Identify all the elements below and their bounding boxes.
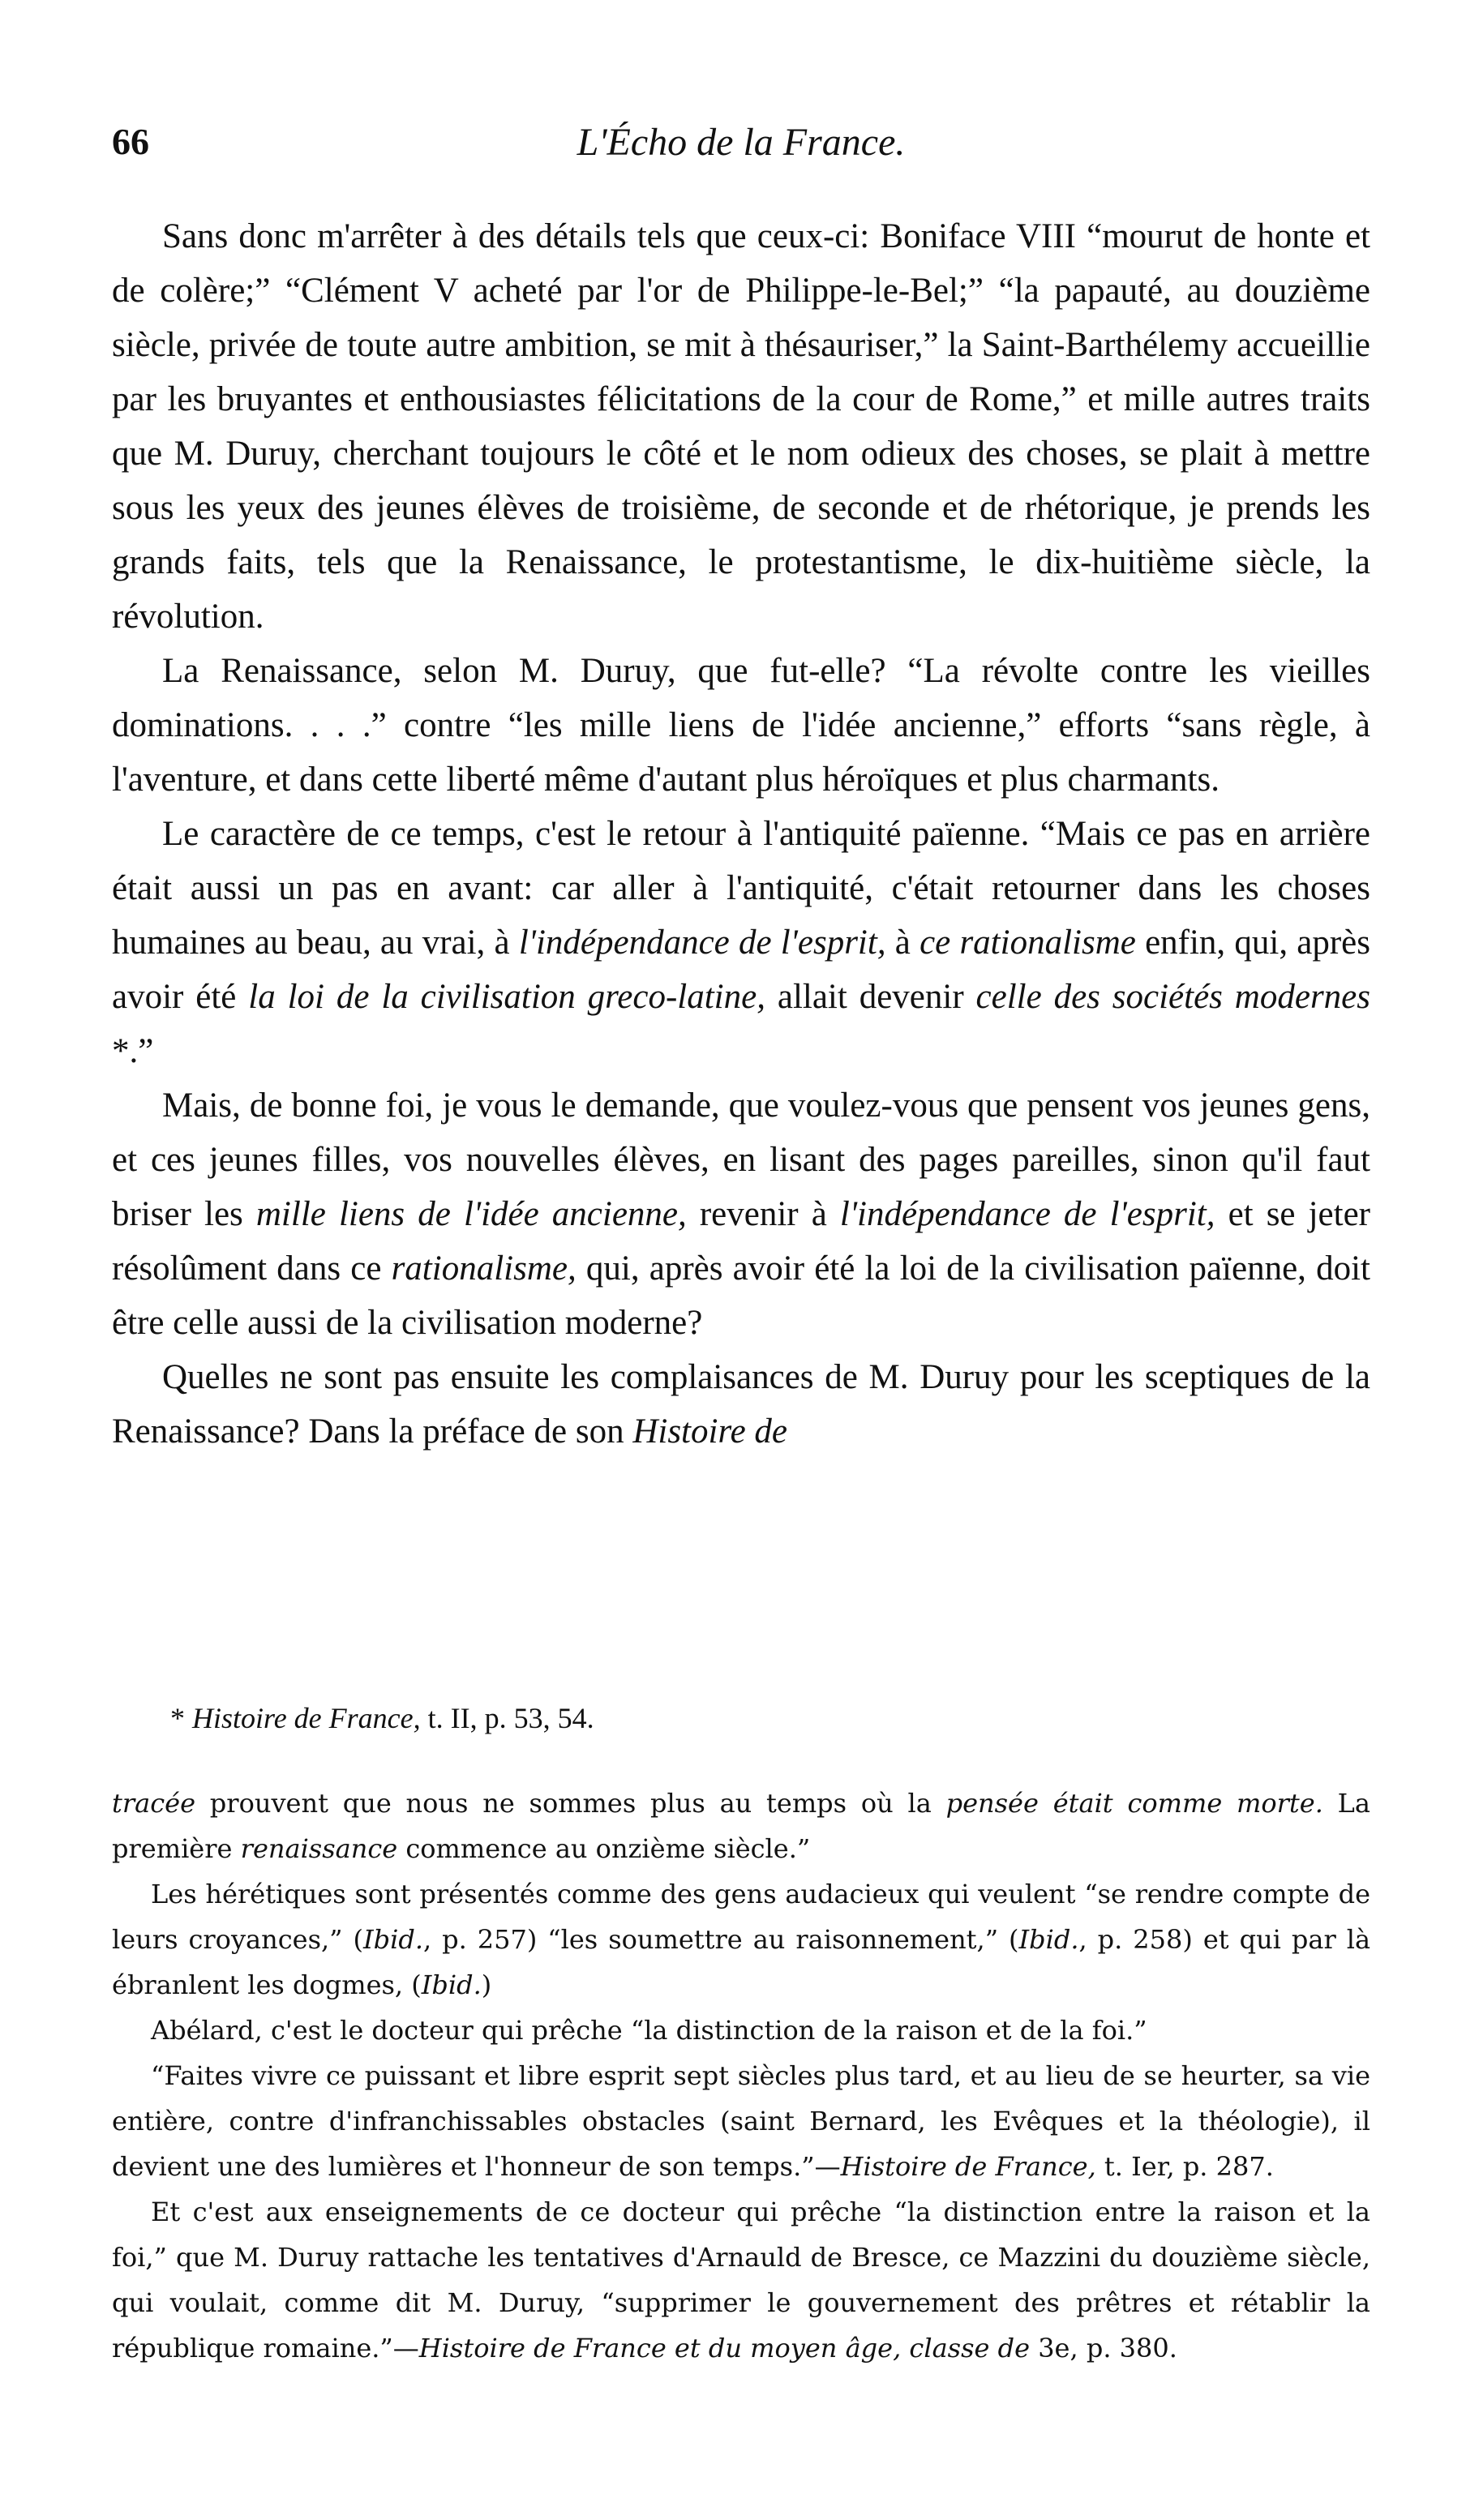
italic-run: l'indépendance de l'esprit, bbox=[839, 1195, 1215, 1233]
text-run: Mais, de bonne foi, je vous le demande, que voulez-vous que pensent vos jeunes gens, et ces jeunes filles, vos nouvelles élèves, en lisant des pages pareilles, sinon qu'il faut briser les bbox=[112, 1086, 1370, 1233]
text-run: et se jeter résolûment dans ce bbox=[112, 1195, 1370, 1288]
text-run: prouvent que nous ne sommes plus au temps où la bbox=[195, 1788, 946, 1819]
paragraph-1: Sans donc m'arrêter à des détails tels que ceux-ci: Boniface VIII “mourut de honte et de colère;” “Clément V acheté par l'or de Philippe-le-Bel;” “la papauté, au douzième siècle, privée de toute autre ambition, se mit à thésauriser,” la Saint-Barthélemy accueillie par les bruyantes et enthousiastes félicitations de la cour de Rome,” et mille autres traits que M. Duruy, cherchant toujours le côté et le nom odieux des choses, se plait à mettre sous les yeux des jeunes élèves de troisième, de seconde et de rhétorique, je prends les grands faits, tels que la Renaissance, le protestantisme, le dix-huitième siècle, la révolution. bbox=[112, 217, 1370, 636]
extract-paragraph-4 bbox=[112, 2053, 1370, 2189]
italic-run: mille liens de l'idée ancienne, bbox=[255, 1195, 687, 1233]
italic-run: ce rationalisme bbox=[919, 924, 1136, 962]
italic-run: Histoire de bbox=[632, 1412, 787, 1451]
paragraph-3 bbox=[112, 807, 1370, 1078]
text-run: Et c'est aux enseignements de ce docteur qui prêche “la distinction entre la raison et la foi,” que M. Duruy rattache les tentatives d'Arnauld de Bresce, ce Mazzini du douzième siècle, qui voulait, comme dit M. Duruy, “supprimer le gouvernement des prêtres et rétablir la république romaine.”— bbox=[112, 2196, 1370, 2364]
footnote-title: Histoire de France, bbox=[192, 1702, 421, 1734]
italic-run: Histoire de France et du moyen âge, classe de bbox=[418, 2333, 1031, 2364]
italic-run: renaissance bbox=[240, 1833, 398, 1864]
footnote bbox=[170, 1701, 1370, 1735]
extract-paragraph-3: Abélard, c'est le docteur qui prêche “la distinction de la raison et de la foi.” bbox=[151, 2015, 1147, 2046]
appended-extract bbox=[112, 1781, 1370, 2371]
footnote-ref: t. II, p. 53, 54. bbox=[420, 1702, 594, 1734]
italic-run: Ibid. bbox=[1018, 1924, 1079, 1955]
text-run: *.” bbox=[112, 1032, 154, 1070]
italic-run: celle des sociétés modernes bbox=[975, 978, 1370, 1016]
italic-run: Histoire de France, bbox=[840, 2151, 1096, 2182]
page-number: 66 bbox=[112, 121, 149, 162]
text-run: enfin, qui, après avoir été bbox=[112, 924, 1370, 1016]
text-run: Le caractère de ce temps, c'est le retour à l'antiquité païenne. “Mais ce pas en arrière était aussi un pas en avant: car aller à l'antiquité, c'était retourner dans les choses humaines au beau, au vrai, à bbox=[112, 815, 1370, 962]
text-run: , p. 258) et qui par là ébranlent les dogmes, ( bbox=[112, 1924, 1371, 2000]
running-title: L'Écho de la France. bbox=[577, 121, 906, 164]
page-header bbox=[112, 120, 1370, 169]
text-run: Quelles ne sont pas ensuite les complaisances de M. Duruy pour les sceptiques de la Renaissance? Dans la préface de son bbox=[112, 1358, 1370, 1451]
italic-run: Ibid. bbox=[421, 1969, 482, 2000]
italic-run: tracée bbox=[112, 1788, 196, 1819]
footnote-mark: * bbox=[170, 1702, 185, 1734]
italic-run: la loi de la civilisation greco-latine, bbox=[248, 978, 765, 1016]
extract-paragraph-1 bbox=[112, 1781, 1370, 1871]
extract-paragraph-2 bbox=[112, 1871, 1370, 2008]
paragraph-2: La Renaissance, selon M. Duruy, que fut-elle? “La révolte contre les vieilles dominations. . . .” contre “les mille liens de l'idée ancienne,” efforts “sans règle, à l'aventure, et dans cette liberté même d'autant plus héroïques et plus charmants. bbox=[112, 652, 1370, 799]
text-run: 3e, p. 380. bbox=[1030, 2333, 1177, 2364]
text-run: à bbox=[885, 924, 920, 962]
italic-run: rationalisme, bbox=[391, 1249, 577, 1288]
main-text bbox=[112, 209, 1370, 1459]
paragraph-4 bbox=[112, 1078, 1370, 1350]
text-run: allait devenir bbox=[765, 978, 976, 1016]
text-run: revenir à bbox=[686, 1195, 840, 1233]
extract-paragraph-5 bbox=[112, 2189, 1370, 2371]
text-run: La première bbox=[112, 1788, 1371, 1864]
text-run: commence au onzième siècle.” bbox=[397, 1833, 811, 1864]
text-run: , p. 257) “les soumettre au raisonnement,” ( bbox=[423, 1924, 1019, 1955]
paragraph-5 bbox=[112, 1350, 1370, 1459]
text-run: “Faites vivre ce puissant et libre esprit sept siècles plus tard, et au lieu de se heurter, sa vie entière, contre d'infranchissables obstacles (saint Bernard, les Evêques et la théologie), il devient une des lumières et l'honneur de son temps.”— bbox=[112, 2060, 1370, 2182]
italic-run: pensée était comme morte. bbox=[945, 1788, 1323, 1819]
text-run: t. Ier, p. 287. bbox=[1095, 2151, 1274, 2182]
text-run: ) bbox=[481, 1969, 492, 2000]
text-run: Les hérétiques sont présentés comme des gens audacieux qui veulent “se rendre compte de leurs croyances,” ( bbox=[112, 1879, 1370, 1955]
italic-run: l'indépendance de l'esprit, bbox=[518, 924, 886, 962]
italic-run: Ibid. bbox=[362, 1924, 423, 1955]
text-run: qui, après avoir été la loi de la civilisation païenne, doit être celle aussi de la civilisation moderne? bbox=[112, 1249, 1370, 1342]
